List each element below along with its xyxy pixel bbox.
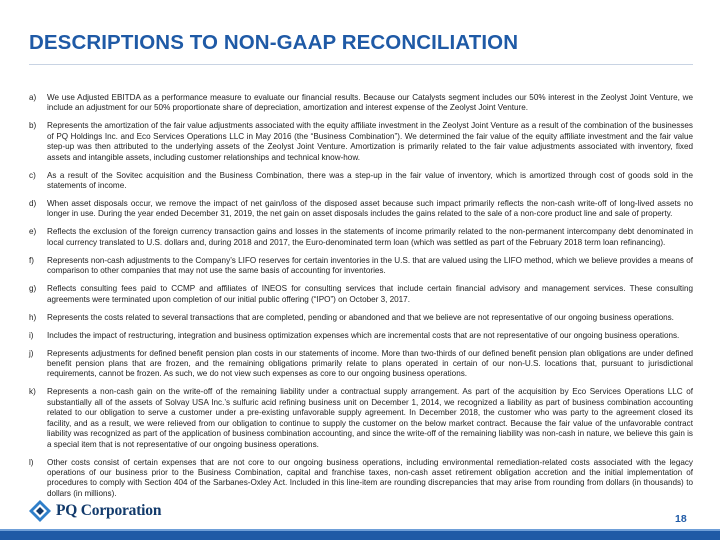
footnote-item <box>29 313 693 323</box>
footnote-letter: e) <box>29 227 37 237</box>
footnote-item <box>29 387 693 449</box>
footnote-item <box>29 284 693 305</box>
footnote-text: Represents non-cash adjustments to the Company’s LIFO reserves for certain inventories in the U.S. that are valued using the LIFO method, which we believe provides a means of comparison to other companies that may not use the same basis of accounting for inventories. <box>47 255 693 276</box>
footnote-item <box>29 458 693 500</box>
footnote-text: As a result of the Sovitec acquisition and the Business Combination, there was a step-up in the fair value of inventory, which is amortized through cost of goods sold in the statements of income. <box>47 170 693 191</box>
footnote-text: Represents the amortization of the fair value adjustments associated with the equity affiliate investment in the Zeolyst Joint Venture as a result of the combination of the businesses of PQ Holdings Inc. and Eco Services Operations LLC in May 2016 (the “Business Combination”). We determined the fair value of the equity affiliate investment and the fair value step-up was then attributed to the underlying assets of the Zeolyst Joint Venture. Amortization is primarily related to the fair value adjustments associated with inventory, fixed assets and intangible assets, including customer relationships and technical know-how. <box>47 121 693 162</box>
footnote-item <box>29 93 693 114</box>
footnote-letter: h) <box>29 312 37 322</box>
footnote-letter: b) <box>29 121 37 131</box>
footnote-text: Reflects the exclusion of the foreign currency transaction gains and losses in the statements of income primarily related to the non-permanent intercompany debt denominated in local currency translated to U.S. dollars and, during 2018 and 2017, the Euro-denominated term loan (which was settled as part of the February 2018 term loan refinancing). <box>47 227 693 247</box>
footnote-text: Includes the impact of restructuring, integration and business optimization expenses which are incremental costs that are not representative of our ongoing business operations. <box>47 330 680 340</box>
title-divider <box>29 64 693 65</box>
footnote-letter: g) <box>29 284 37 294</box>
footnote-text: Represents the costs related to several transactions that are completed, pending or abandoned and that we believe are not representative of our ongoing business operations. <box>47 312 674 322</box>
footnote-item <box>29 349 693 380</box>
footnote-item <box>29 171 693 192</box>
footnote-letter: a) <box>29 93 37 102</box>
footnote-text: Other costs consist of certain expenses that are not core to our ongoing business operations, including environmental remediation-related costs associated with the legacy operations of our business prior to the Business Combination, capital and franchise taxes, non-cash asset retirement obligation accretion and the initial implementation of procedures to comply with Section 404 of the Sarbanes-Oxley Act. Included in this line-item are rounding discrepancies that may arise from rounding from dollars (in thousands) to dollars (in millions). <box>47 457 693 498</box>
footnote-letter: j) <box>29 348 34 358</box>
footnote-letter: f) <box>29 255 34 265</box>
company-logo <box>28 498 161 524</box>
page-number: 18 <box>675 513 687 525</box>
pq-logo-icon <box>28 499 52 523</box>
footnote-text: Represents adjustments for defined benefit pension plan costs in our statements of income. More than two-thirds of our defined benefit pension plan obligations are under defined benefit pension plans that are frozen, and the remaining obligations primarily relate to plans operated in certain of our non-U.S. locations that, pursuant to jurisdictional requirements, cannot be frozen. As such, we do not view such expenses as core to our ongoing business operations. <box>47 348 693 379</box>
company-name: PQ Corporation <box>56 502 162 519</box>
footnote-letter: c) <box>29 170 36 180</box>
footer-bar <box>0 531 720 540</box>
footnote-item <box>29 331 693 341</box>
footnote-letter: d) <box>29 199 37 209</box>
footnote-text: Represents a non-cash gain on the write-off of the remaining liability under a contractual supply arrangement. As part of the acquisition by Eco Services Operations LLC of substantially all of the assets of Solvay USA Inc.’s sulfuric acid refining business unit on December 1, 2014, we recognized a liability as part of business combination accounting related to our obligation to serve a customer under a pre-existing unfavorable supply agreement. In December 2018, the customer who was party to the agreement closed its facility, and as a result, we were relieved from our obligation to continue to supply the customer on the below market contract. Because the fair value of the unfavorable contract liability was recognized as part of the application of business combination accounting, and since the write-off of the remaining liability was non-cash in nature, we believe this gain is a special item that is not representative of our ongoing business operations. <box>47 387 693 449</box>
page-title: DESCRIPTIONS TO NON-GAAP RECONCILIATION <box>29 31 519 54</box>
footnote-letter: l) <box>29 457 34 467</box>
footnote-text: When asset disposals occur, we remove the impact of net gain/loss of the disposed asset because such impact primarily reflects the non-cash write-off of long-lived assets no longer in use. During the year ended December 31, 2019, the net gain on asset disposals includes the gains related to the sale of a non-core product line and sale of property. <box>47 199 693 219</box>
footnote-item <box>29 121 693 163</box>
footnote-item <box>29 256 693 277</box>
footnote-letter: i) <box>29 330 34 340</box>
footnote-letter: k) <box>29 387 36 397</box>
footnote-text: Reflects consulting fees paid to CCMP and affiliates of INEOS for consulting services that include certain financial advisory and management services. These consulting agreements were terminated upon completion of our initial public offering (“IPO”) on October 3, 2017. <box>47 284 693 304</box>
footnote-text: We use Adjusted EBITDA as a performance measure to evaluate our financial results. Because our Catalysts segment includes our 50% interest in the Zeolyst Joint Venture, we include an adjustment for our 50% proportionate share of depreciation, amortization and interest expense of the Zeolyst Joint Venture. <box>47 93 693 113</box>
footnote-item <box>29 199 693 220</box>
footnote-list <box>29 93 693 507</box>
footnote-item <box>29 227 693 248</box>
